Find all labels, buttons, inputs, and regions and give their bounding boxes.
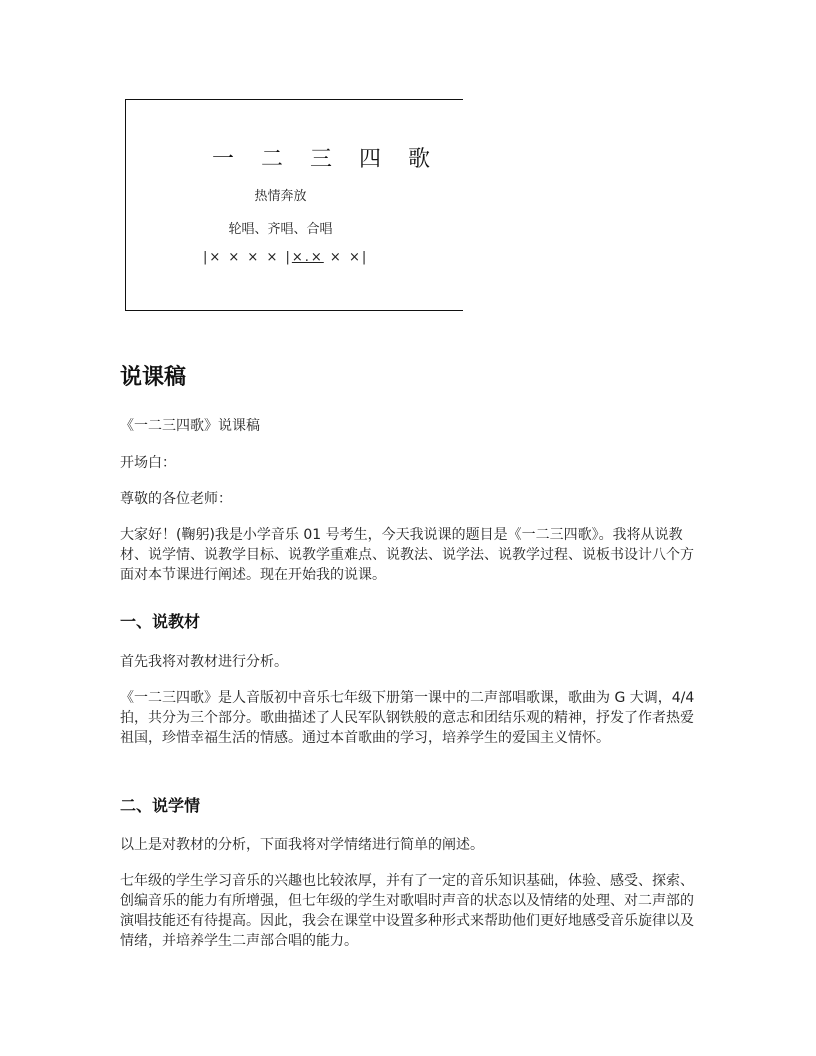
students-paragraph-1: 以上是对教材的分析，下面我将对学情绪进行简单的阐述。 <box>120 837 484 853</box>
students-paragraph-2: 七年级的学生学习音乐的兴趣也比较浓厚，并有了一定的音乐知识基础，体验、感受、探索、创编音乐的能力有所增强，但七年级的学生对歌唱时声音的状态以及情绪的处理、对二声部的演唱技能还有待提高。因此，我会在课堂中设置多种形式来帮助他们更好地感受音乐旋律以及情绪，并培养学生二声部合唱的能力。 <box>120 873 694 949</box>
board-singing-modes: 轮唱、齐唱、合唱 <box>228 222 333 237</box>
greeting: 尊敬的各位老师： <box>120 491 232 507</box>
rhythm-measure-2: × ×| <box>323 250 369 265</box>
blackboard-design <box>125 99 463 311</box>
opening-label: 开场白： <box>120 455 176 471</box>
section-heading-materials: 一、说教材 <box>120 612 201 631</box>
rhythm-measure-1: |× × × × | <box>203 250 292 265</box>
section-heading-students: 二、说学情 <box>120 796 201 815</box>
subtitle: 《一二三四歌》说课稿 <box>120 418 260 434</box>
board-rhythm <box>203 250 368 265</box>
rhythm-dotted-beat: ×.× <box>291 250 324 265</box>
page-title: 说课稿 <box>120 365 187 390</box>
materials-paragraph-1: 首先我将对教材进行分析。 <box>120 654 288 670</box>
board-style: 热情奔放 <box>254 189 307 204</box>
board-title: 一 二 三 四 歌 <box>212 147 440 172</box>
intro-paragraph: 大家好！(鞠躬)我是小学音乐 01 号考生，今天我说课的题目是《一二三四歌》。我将从说教材、说学情、说教学目标、说教学重难点、说教法、说学法、说教学过程、说板书设计八个方面对本节课进行阐述。现在开始我的说课。 <box>120 527 694 583</box>
materials-paragraph-2: 《一二三四歌》是人音版初中音乐七年级下册第一课中的二声部唱歌课，歌曲为 G 大调，4/4 拍，共分为三个部分。歌曲描述了人民军队钢铁般的意志和团结乐观的精神，抒发了作者热爱祖国，珍惜幸福生活的情感。通过本首歌曲的学习，培养学生的爱国主义情怀。 <box>120 690 695 746</box>
